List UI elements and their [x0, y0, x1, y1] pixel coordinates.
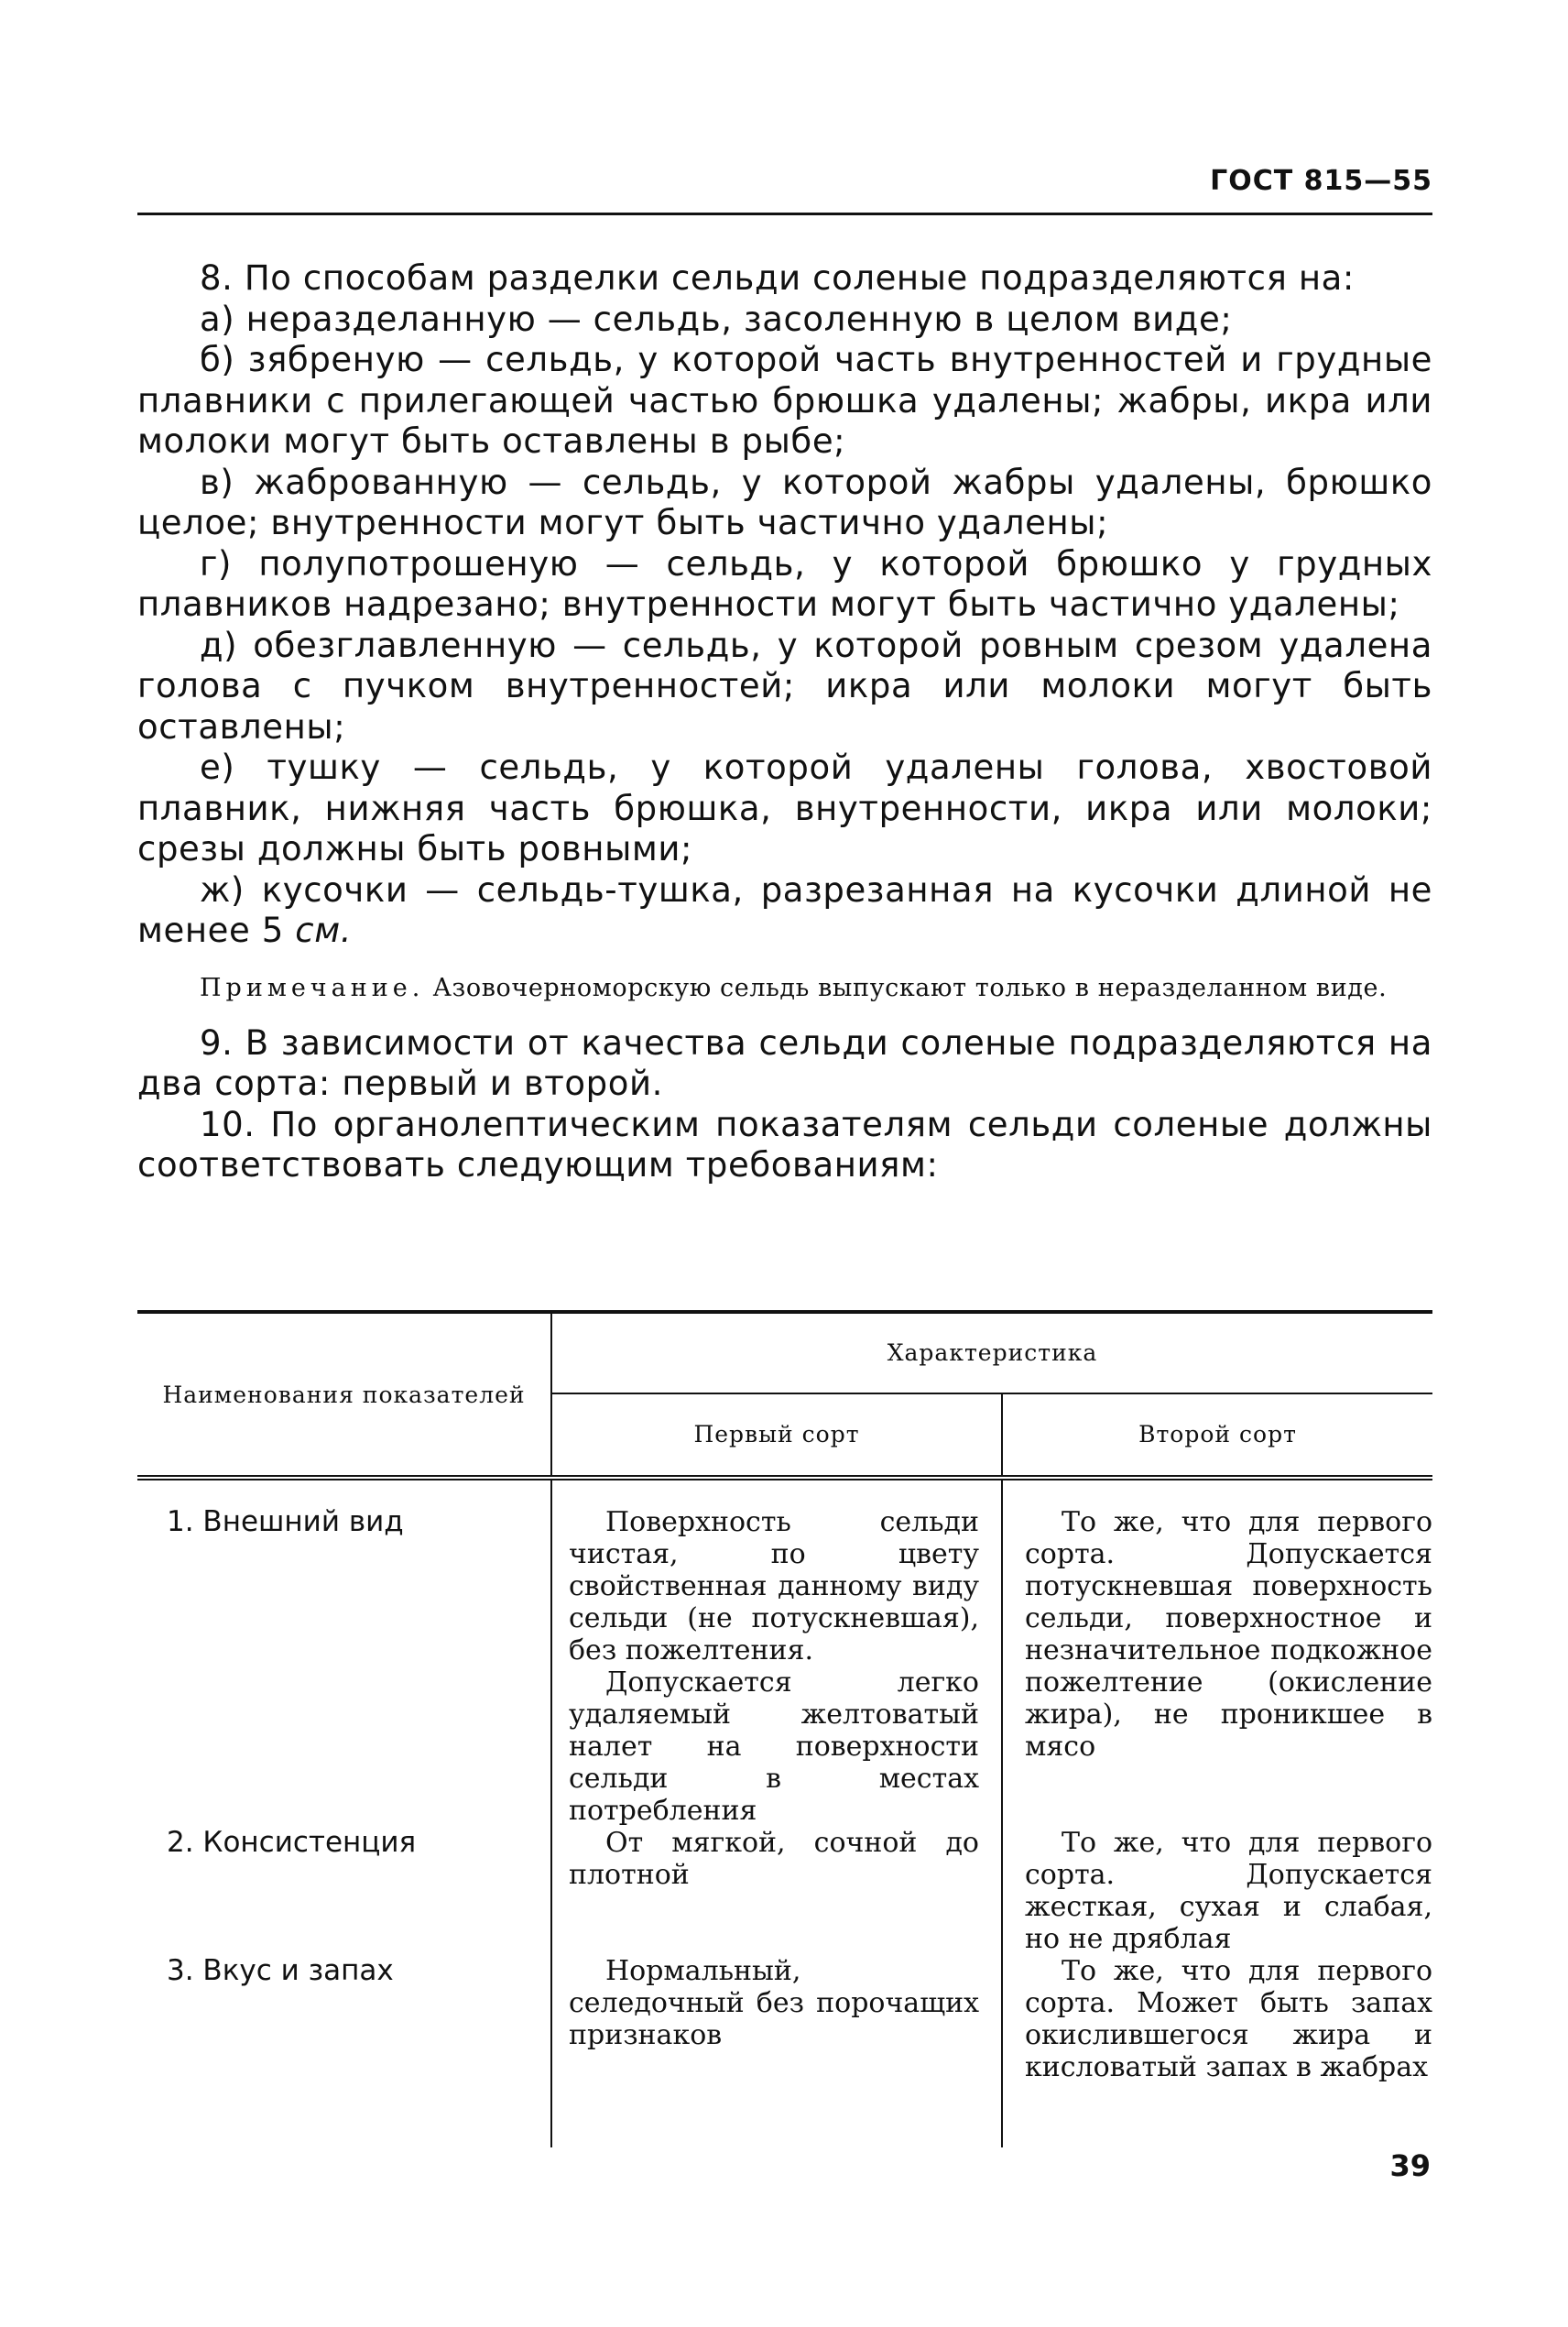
header-rule: [137, 213, 1432, 215]
row-first-grade-text-2: Допускается легко удаляемый желтоватый налет на поверхности сельди в местах потребления: [569, 1666, 979, 1827]
paragraph-8-g: [137, 870, 1432, 952]
row-second-grade-text: То же, что для первого сорта. Может быть запах окислившегося жира и кисловатый запах в жабрах: [1025, 1955, 1432, 2083]
row-name: 1. Внешний вид: [137, 1506, 551, 1827]
table-row: [137, 1955, 1432, 2147]
paragraph-8-c: в) жаброванную — сельдь, у которой жабры удалены, брюшко целое; внутренности могут быть частично удалены;: [137, 462, 1432, 542]
paragraph-8-b: б) зябреную — сельдь, у которой часть внутренностей и грудные плавники с прилегающей частью брюшка удалены; жабры, икра или молоки могут быть оставлены в рыбе;: [137, 340, 1432, 461]
document-code: ГОСТ 815—55: [1210, 165, 1432, 197]
paragraph-8-f: е) тушку — сельдь, у которой удалены голова, хвостовой плавник, нижняя часть брюшка, внутренности, икра или молоки; срезы должны быть ровными;: [137, 748, 1432, 869]
paragraph-10: 10. По органолептическим показателям сельди соленые должны соответствовать следующим требованиям:: [137, 1104, 1432, 1185]
table-row: [137, 1506, 1432, 1827]
row-first-grade: [551, 1506, 1002, 1827]
table-row: [137, 1827, 1432, 1955]
note: [137, 972, 1432, 1005]
row-second-grade: [1002, 1955, 1432, 2147]
note-text: Азовочерноморскую сельдь выпускают только в неразделанном виде.: [432, 973, 1388, 1002]
body-text: [137, 258, 1432, 1186]
row-second-grade-text: То же, что для первого сорта. Допускается потускневшая поверхность сельди, поверхностное и незначительное подкожное пожелтение (окисление жира), не проникшее в мясо: [1025, 1506, 1432, 1763]
header-second-grade: Второй сорт: [1138, 1421, 1297, 1448]
paragraph-9: 9. В зависимости от качества сельди соленые подразделяются на два сорта: первый и второй.: [137, 1022, 1432, 1103]
paragraph-8-a: а) неразделанную — сельдь, засоленную в целом виде;: [200, 299, 1233, 339]
page-number: 39: [1389, 2148, 1431, 2183]
header-indicator-name: Наименования показателей: [137, 1312, 551, 1478]
paragraph-8-g-text: ж) кусочки — сельдь-тушка, разрезанная на кусочки длиной не менее 5: [137, 869, 1432, 950]
requirements-table: [137, 1310, 1432, 2147]
row-second-grade: [1002, 1827, 1432, 1955]
row-first-grade: [551, 1827, 1002, 1955]
row-second-grade: [1002, 1506, 1432, 1827]
paragraph-8-g-unit: см.: [295, 911, 353, 950]
paragraph-8-d: г) полупотрошеную — сельдь, у которой брюшко у грудных плавников надрезано; внутренности могут быть частично удалены;: [137, 543, 1432, 624]
row-first-grade: [551, 1955, 1002, 2147]
paragraph-8-e: д) обезглавленную — сельдь, у которой ровным срезом удалена голова с пучком внутренностей; икра или молоки могут быть оставлены;: [137, 625, 1432, 747]
row-first-grade-text: От мягкой, сочной до плотной: [569, 1827, 979, 1891]
row-name: 3. Вкус и запах: [137, 1955, 551, 2147]
row-first-grade-text: Нормальный, селедочный без порочащих признаков: [569, 1955, 979, 2051]
row-name: 2. Консистенция: [137, 1827, 551, 1955]
header-characteristic: Характеристика: [551, 1312, 1432, 1393]
note-label: Примечание.: [200, 973, 425, 1002]
row-first-grade-text: Поверхность сельди чистая, по цвету свойственная данному виду сельди (не потускневшая), без пожелтения.: [569, 1506, 979, 1666]
row-second-grade-text: То же, что для первого сорта. Допускается жесткая, сухая и слабая, но не дряблая: [1025, 1827, 1432, 1955]
paragraph-8-intro: 8. По способам разделки сельди соленые подразделяются на:: [200, 258, 1355, 298]
header-first-grade: Первый сорт: [551, 1393, 1002, 1478]
